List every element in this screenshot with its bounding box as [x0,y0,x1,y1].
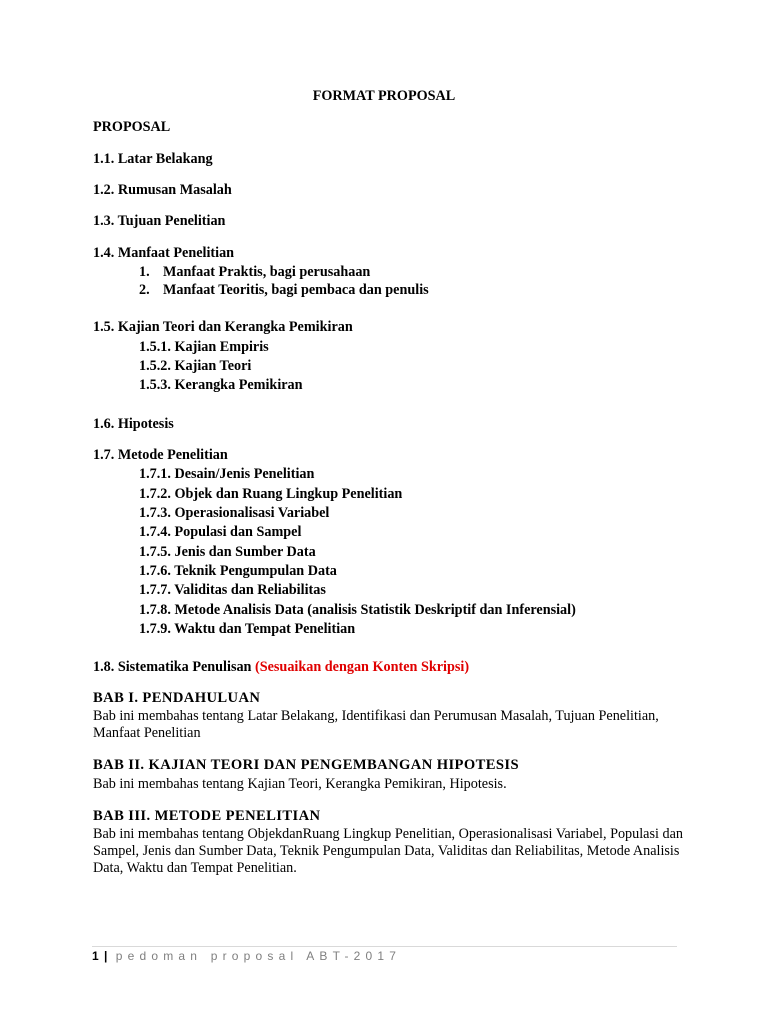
section-1-5: 1.5. Kajian Teori dan Kerangka Pemikiran [93,319,353,335]
list-item-text: Manfaat Praktis, bagi perusahaan [163,264,371,280]
section-1-3: 1.3. Tujuan Penelitian [93,213,226,229]
section-1-1: 1.1. Latar Belakang [93,151,213,167]
subsection-1-7-9: 1.7.9. Waktu dan Tempat Penelitian [139,621,356,637]
section-1-8 [93,659,469,676]
subsection-1-5-1: 1.5.1. Kajian Empiris [139,339,269,355]
footer-divider [92,946,677,947]
bab-3-heading: BAB III. METODE PENELITIAN [93,808,321,824]
page-number: 1 [92,949,99,963]
subsection-1-7-8: 1.7.8. Metode Analisis Data (analisis Statistik Deskriptif dan Inferensial) [139,602,576,618]
subsection-1-7-2: 1.7.2. Objek dan Ruang Lingkup Penelitian [139,486,403,502]
subsection-1-7-5: 1.7.5. Jenis dan Sumber Data [139,544,316,560]
section-1-8-note: (Sesuaikan dengan Konten Skripsi) [255,659,470,675]
subsection-1-7-1: 1.7.1. Desain/Jenis Penelitian [139,466,315,482]
bab-2-description: Bab ini membahas tentang Kajian Teori, Kerangka Pemikiran, Hipotesis. [93,776,507,792]
section-1-6: 1.6. Hipotesis [93,416,174,432]
subsection-1-7-7: 1.7.7. Validitas dan Reliabilitas [139,582,326,598]
subsection-1-5-3: 1.5.3. Kerangka Pemikiran [139,377,303,393]
list-item [139,282,429,299]
bab-3-description: Bab ini membahas tentang ObjekdanRuang Lingkup Penelitian, Operasionalisasi Variabel, Populasi dan Sampel, Jenis dan Sumber Data, Teknik Pengumpulan Data, Validitas dan Reliabilitas, Metode Analisis Data, Waktu dan Tempat Penelitian. [93,826,683,876]
subsection-1-5-2: 1.5.2. Kajian Teori [139,358,252,374]
section-1-2: 1.2. Rumusan Masalah [93,182,232,198]
bab-1-description: Bab ini membahas tentang Latar Belakang, Identifikasi dan Perumusan Masalah, Tujuan Penelitian, Manfaat Penelitian [93,708,659,741]
bab-1-heading: BAB I. PENDAHULUAN [93,690,261,706]
document-title: FORMAT PROPOSAL [312,88,456,104]
section-1-7: 1.7. Metode Penelitian [93,447,228,463]
page-footer [92,949,401,964]
footer-text: pedoman proposal ABT-2017 [115,949,402,963]
section-1-8-label: 1.8. Sistematika Penulisan [93,659,252,675]
footer-separator: | [104,949,108,963]
bab-2-heading: BAB II. KAJIAN TEORI DAN PENGEMBANGAN HIPOTESIS [93,757,520,773]
subsection-1-7-3: 1.7.3. Operasionalisasi Variabel [139,505,330,521]
proposal-heading: PROPOSAL [93,119,171,135]
list-item [139,264,370,281]
section-1-4: 1.4. Manfaat Penelitian [93,245,235,261]
list-item-number: 1. [139,264,150,280]
subsection-1-7-4: 1.7.4. Populasi dan Sampel [139,524,302,540]
subsection-1-7-6: 1.7.6. Teknik Pengumpulan Data [139,563,337,579]
list-item-text: Manfaat Teoritis, bagi pembaca dan penulis [163,282,429,298]
list-item-number: 2. [139,282,150,298]
